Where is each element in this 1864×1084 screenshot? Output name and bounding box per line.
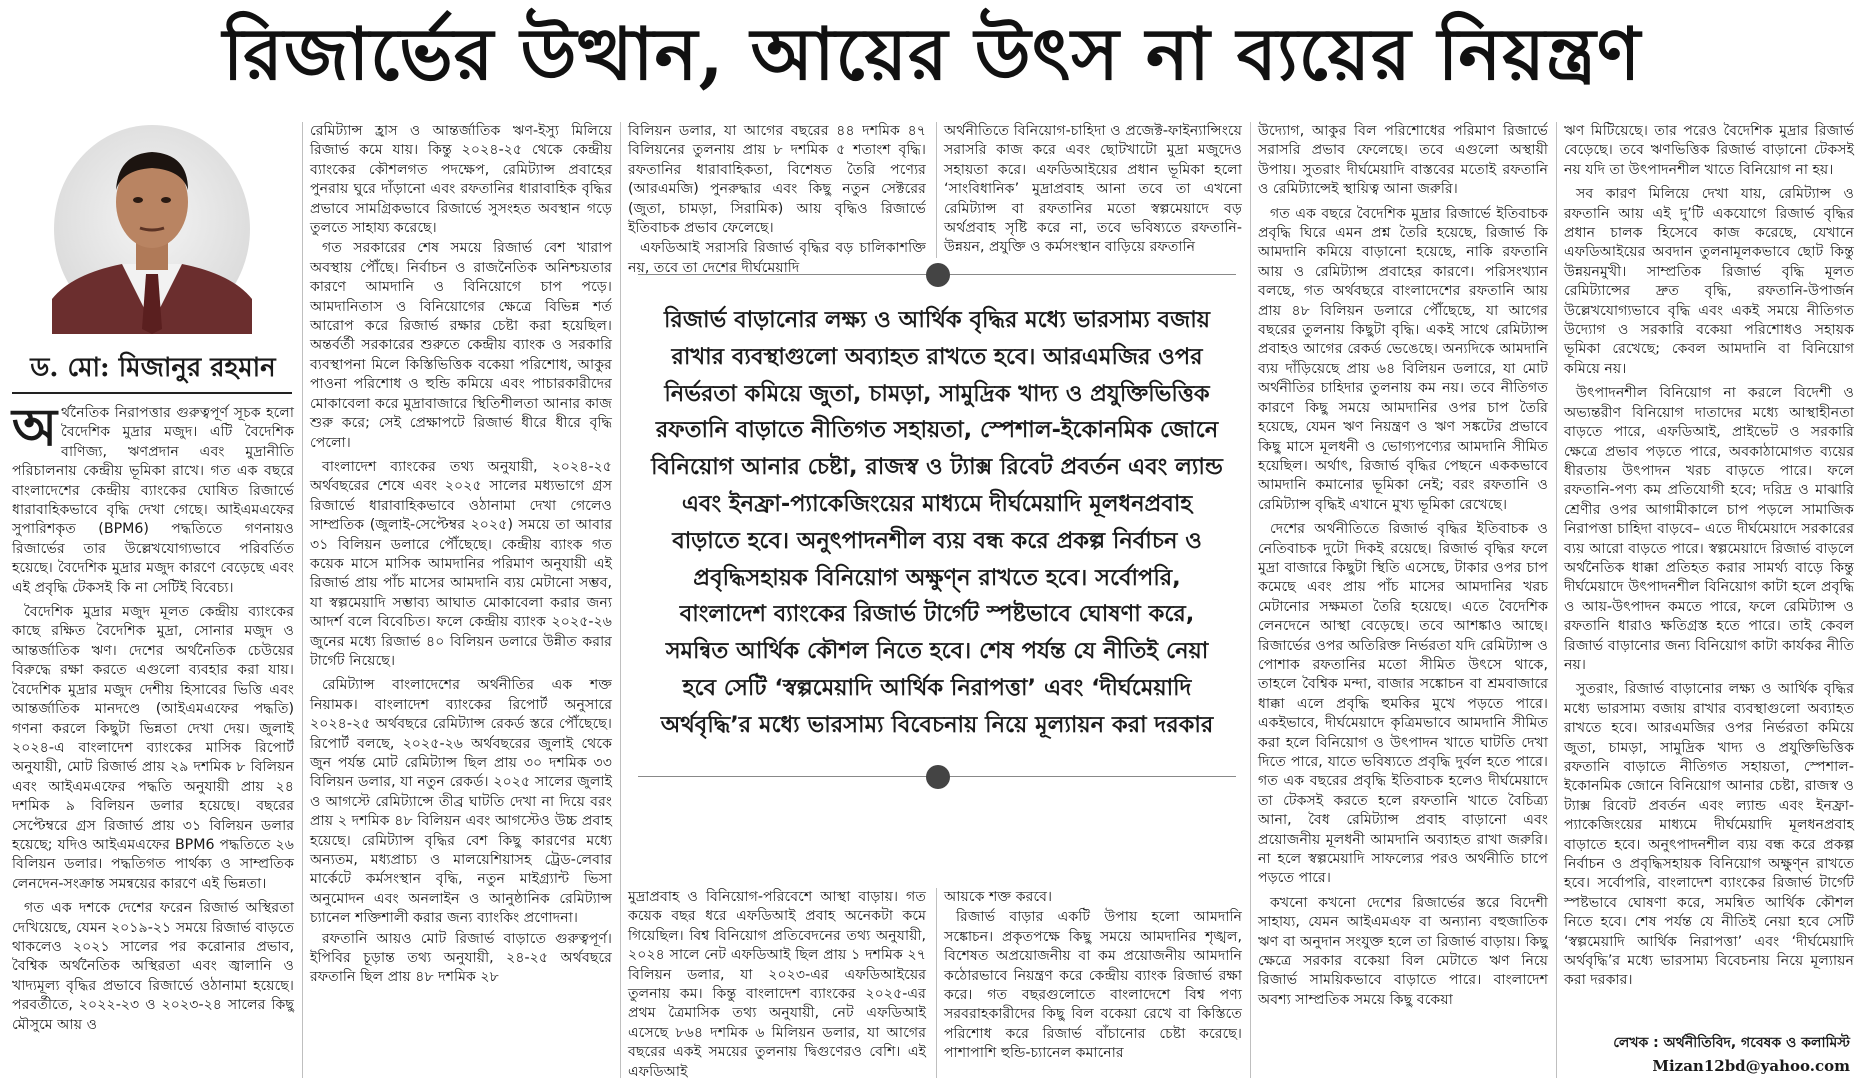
- column-rule: [620, 122, 621, 1078]
- paragraph: গত এক দশকে দেশের ফরেন রিজার্ভ অস্থিরতা দেখিয়েছে, যেমন ২০১৯-২১ সময়ে রিজার্ভ বাড়তে থাকলেও ২০২১ সালের পর করোনার প্রভাব, বৈশ্বিক অর্থনৈতিক অস্থিরতা এবং জ্বালানি ও খাদ্যমূল্য বৃদ্ধির প্রভাবে রিজার্ভে ওঠানামা হয়েছে। পরবর্তীতে, ২০২২-২৩ ও ২০২৩-২৪ সালের কিছু মৌসুমে আয় ও: [12, 900, 294, 1033]
- pull-quote-text: রিজার্ভ বাড়ানোর লক্ষ্য ও আর্থিক বৃদ্ধির মধ্যে ভারসাম্য বজায় রাখার ব্যবস্থাগুলো অব্যাহত রাখতে হবে। আরএমজির ওপর নির্ভরতা কমিয়ে জুতা, চামড়া, সামুদ্রিক খাদ্য ও প্রযুক্তিভিত্তিক রফতানি বাড়াতে নীতিগত সহায়তা, স্পেশাল-ইকোনমিক জোনে বিনিয়োগ আনার চেষ্টা, রাজস্ব ও ট্যাক্স রিবেট প্রবর্তন এবং ল্যান্ড এবং ইনফ্রা-প্যাকেজিংয়ের মাধ্যমে দীর্ঘমেয়াদি মূলধনপ্রবাহ বাড়াতে হবে। অনুৎপাদনশীল ব্যয় বন্ধ করে প্রকল্প নির্বাচন ও প্রবৃদ্ধিসহায়ক বিনিয়োগ অক্ষুণ্ন রাখতে হবে। সর্বোপরি, বাংলাদেশ ব্যাংকের রিজার্ভ টার্গেট স্পষ্টভাবে ঘোষণা করে, সমন্বিত আর্থিক কৌশল নিতে হবে। শেষ পর্যন্ত যে নীতিই নেয়া হবে সেটি ‘স্বল্পমেয়াদি আর্থিক নিরাপত্তা’ এবং ‘দীর্ঘমেয়াদি অর্থবৃদ্ধি’র মধ্যে ভারসাম্য বিবেচনায় নিয়ে মূল্যায়ন করা দরকার: [651, 307, 1223, 738]
- paragraph: গত সরকারের শেষ সময়ে রিজার্ভ বেশ খারাপ অবস্থায় পৌঁছে। নির্বাচন ও রাজনৈতিক অনিশ্চয়তার কারণে আমদানি ও বিনিয়োগে চাপ পড়ে। আমদানিতাস ও বিনিয়োগের ক্ষেত্রে বিভিন্ন শর্ত আরোপ করে রিজার্ভ রক্ষার চেষ্টা করা হয়েছিল। অন্তর্বর্তী সরকারের শুরুতে কেন্দ্রীয় ব্যাংক ও সরকারি ব্যবস্থাপনা মিলে কিস্তিভিত্তিক বকেয়া পরিশোধ, আকুর পাওনা পরিশোধ ও হুন্ডি কমিয়ে এবং পাচারকারীদের মোকাবেলা করে মুদ্রাবাজারে স্থিতিশীলতা আনার কাজ শুরু করে; সেই প্রেক্ষাপটে রিজার্ভ ধীরে ধীরে বৃদ্ধি পেলো।: [310, 240, 612, 451]
- author-email: Mizan12bd@yahoo.com: [1652, 1057, 1850, 1075]
- paragraph: ঋণ মিটিয়েছে। তার পরেও বৈদেশিক মুদ্রার রিজার্ভ বেড়েছে। তবে ঋণভিত্তিক রিজার্ভ বাড়ানো টেকসই নয় যদি তা উৎপাদনশীল খাতে বিনিয়োগ না হয়।: [1564, 123, 1854, 178]
- paragraph: সুতরাং, রিজার্ভ বাড়ানোর লক্ষ্য ও আর্থিক বৃদ্ধির মধ্যে ভারসাম্য বজায় রাখার ব্যবস্থাগুলো অব্যাহত রাখতে হবে। আরএমজির ওপর নির্ভরতা কমিয়ে জুতা, চামড়া, সামুদ্রিক খাদ্য ও প্রযুক্তিভিত্তিক রফতানি বাড়াতে নীতিগত সহায়তা, স্পেশাল-ইকোনমিক জোনে বিনিয়োগ আনার চেষ্টা, রাজস্ব ও ট্যাক্স রিবেট প্রবর্তন এবং ল্যান্ড এবং ইনফ্রা-প্যাকেজিংয়ের মাধ্যমে দীর্ঘমেয়াদি মূলধনপ্রবাহ বাড়াতে হবে। অনুৎপাদনশীল ব্যয় বন্ধ করে প্রকল্প নির্বাচন ও প্রবৃদ্ধিসহায়ক বিনিয়োগ অক্ষুণ্ন রাখতে হবে। সর্বোপরি, বাংলাদেশ ব্যাংকের রিজার্ভ টার্গেট স্পষ্টভাবে ঘোষণা করে, সমন্বিত আর্থিক কৌশল নিতে হবে। শেষ পর্যন্ত যে নীতিই নেয়া হবে সেটি ‘স্বল্পমেয়াদি আর্থিক নিরাপত্তা’ এবং ‘দীর্ঘমেয়াদি অর্থবৃদ্ধি’র মধ্যে ভারসাম্য বিবেচনায় নিয়ে মূল্যায়ন করা দরকার।: [1564, 681, 1854, 989]
- column-1: [12, 397, 294, 1078]
- paragraph: বৈদেশিক মুদ্রার মজুদ মূলত কেন্দ্রীয় ব্যাংকের কাছে রক্ষিত বৈদেশিক মুদ্রা, সোনার মজুদ ও আন্তর্জাতিক ঋণ। দেশের অর্থনৈতিক চেউয়ের বিরুদ্ধে রক্ষা করতে এগুলো ব্যবহার করা যায়। বৈদেশিক মুদ্রার মজুদ দেশীয় হিসাবের ভিত্তি এবং আন্তর্জাতিক মানদণ্ডে (আইএমএফের পদ্ধতি) গণনা করলে কিছুটা ভিন্নতা দেখা দেয়। জুলাই ২০২৪-এ বাংলাদেশ ব্যাংকের মাসিক রিপোর্ট অনুযায়ী, মোট রিজার্ভ প্রায় ২৯ দশমিক ৮ বিলিয়ন এবং আইএমএফের পদ্ধতি অনুযায়ী প্রায় ২৪ দশমিক ৯ বিলিয়ন ডলার হয়েছে। বছরের সেপ্টেম্বরে গ্রস রিজার্ভ প্রায় ৩১ বিলিয়ন ডলার হয়েছে; যদিও আইএমএফের BPM6 পদ্ধতিতে ২৬ বিলিয়ন ডলার। পদ্ধতিগত পার্থক্য ও সাম্প্রতিক লেনদেন-সংক্রান্ত সমন্বয়ের কারণে এই ভিন্নতা।: [12, 604, 294, 892]
- quote-dot-bottom: [926, 765, 950, 789]
- paragraph: বাংলাদেশ ব্যাংকের তথ্য অনুযায়ী, ২০২৪-২৫ অর্থবছরের শেষে এবং ২০২৫ সালের মধ্যভাগে গ্রস রিজার্ভে ধারাবাহিকভাবে ওঠানামা দেখা গেলেও সাম্প্রতিক (জুলাই-সেপ্টেম্বর ২০২৫) সময়ে তা আবার ৩১ বিলিয়ন ডলারে পৌঁছেছে। কেন্দ্রীয় ব্যাংক গত কয়েক মাসে মাসিক আমদানির পরিমাণ অনুযায়ী এই রিজার্ভ প্রায় পাঁচ মাসের আমদানি ব্যয় মেটানো সম্ভব, যা স্বল্পমেয়াদি সম্ভাব্য আঘাত মোকাবেলা করার জন্য আদর্শ বলে বিবেচিত। ফলে কেন্দ্রীয় ব্যাংক ২০২৫-২৬ জুনের মধ্যে রিজার্ভ ৪০ বিলিয়ন ডলারে উন্নীত করার টার্গেট নিয়েছে।: [310, 458, 612, 669]
- author-rule: [12, 392, 292, 394]
- paragraph: উদ্যোগ, আকুর বিল পরিশোধের পরিমাণ রিজার্ভে সরাসরি প্রভাব ফেলেছে। তবে এগুলো অস্থায়ী উপায়। সুতরাং দীর্ঘমেয়াদি বাস্তবের মতোই রফতানি ও রেমিট্যান্সেই স্থায়িত্ব আনা জরুরি।: [1258, 123, 1548, 198]
- paragraph: রফতানি আয়ও মোট রিজার্ভ বাড়াতে গুরুত্বপূর্ণ। ইপিবির চূড়ান্ত তথ্য অনুযায়ী, ২৪-২৫ অর্থবছরে রফতানি ছিল প্রায় ৪৮ দশমিক ২৮: [310, 930, 612, 986]
- author-name: ড. মো: মিজানুর রহমান: [30, 353, 276, 383]
- column-5: [1258, 122, 1548, 1078]
- paragraph: রেমিট্যান্স বাংলাদেশের অর্থনীতির এক শক্ত নিয়ামক। বাংলাদেশ ব্যাংকের রিপোর্ট অনুসারে ২০২৪-২৫ অর্থবছরে রেমিট্যান্স রেকর্ড স্তরে পৌঁছেছে। রিপোর্ট বলছে, ২০২৫-২৬ অর্থবছরের জুলাই থেকে জুন পর্যন্ত মোট রেমিট্যান্স ছিল প্রায় ৩০ দশমিক ৩৩ বিলিয়ন ডলার, যা নতুন রেকর্ড। ২০২৫ সালের জুলাই ও আগস্টে রেমিট্যান্সে তীব্র ঘাটতি দেখা না দিয়ে বরং প্রায় ২ দশমিক ৪৮ বিলিয়ন এবং আগস্টেও উচ্চ প্রবাহ হয়েছে। রেমিট্যান্স বৃদ্ধির বেশ কিছু কারণের মধ্যে অন্যতম, মধ্যপ্রাচ্য ও মালয়েশিয়াসহ ট্রেড-লেবার মার্কেটে কর্মসংস্থান বৃদ্ধি, নতুন মাইগ্র্যান্ট ভিসা অনুমোদন এবং অনলাইন ও আনুষ্ঠানিক রেমিট্যান্স চ্যানেল শক্তিশালী করার জন্য ব্যাংকিং প্রণোদনা।: [310, 677, 612, 927]
- paragraph: কখনো কখনো দেশের রিজার্ভের স্তরে বিদেশী সাহায্য, যেমন আইএমএফ বা অন্যান্য বহুজাতিক ঋণ বা অনুদান সংযুক্ত হলে তা রিজার্ভ বাড়ায়। কিছু ক্ষেত্রে সরকার বকেয়া বিল মেটাতে ঋণ নিয়ে রিজার্ভ সাময়িকভাবে বাড়াতে পারে। বাংলাদেশ অবশ্য সাম্প্রতিক সময়ে কিছু বকেয়া: [1258, 894, 1548, 1008]
- quote-dot-top: [926, 263, 950, 287]
- paragraph: দেশের অর্থনীতিতে রিজার্ভ বৃদ্ধির ইতিবাচক ও নেতিবাচক দুটো দিকই রয়েছে। রিজার্ভ বৃদ্ধির ফলে মুদ্রা বাজারে কিছুটা স্থিতি এসেছে, টাকার ওপর চাপ কমেছে এবং প্রায় পাঁচ মাসের আমদানির খরচ মেটানোর সক্ষমতা তৈরি হয়েছে। এতে বৈদেশিক লেনদেনে আস্থা বেড়েছে। তবে আশঙ্কাও আছে। রিজার্ভের ওপর অতিরিক্ত নির্ভরতা যদি রেমিট্যান্স ও পোশাক রফতানির মতো সীমিত উৎসে থাকে, তাহলে বৈশ্বিক মন্দা, বাজার সঙ্কোচন বা শ্রমবাজারে ধাক্কা এলে প্রবৃদ্ধি হুমকির মুখে পড়তে পারে। একইভাবে, দীর্ঘমেয়াদে কৃত্রিমভাবে আমদানি সীমিত করা হলে বিনিয়োগ ও উৎপাদন খাতে ঘাটতি দেখা দিতে পারে, যাতে ভবিষ্যতে প্রবৃদ্ধি দুর্বল হতে পারে। গত এক বছরের প্রবৃদ্ধি ইতিবাচক হলেও দীর্ঘমেয়াদে তা টেকসই করতে হলে রফতানি খাতে বৈচিত্র্য আনা, বৈধ রেমিট্যান্স প্রবাহ বাড়ানো এবং প্রয়োজনীয় মূলধনী আমদানি অব্যাহত রাখা জরুরি। না হলে স্বল্পমেয়াদি সাফল্যের পরও অর্থনীতি চাপে পড়তে পারে।: [1258, 521, 1548, 887]
- paragraph: রিজার্ভ বাড়ার একটি উপায় হলো আমদানি সঙ্কোচন। প্রকৃতপক্ষে কিছু সময়ে আমদানির শৃঙ্খল, বিশেষত অপ্রয়োজনীয় বা কম প্রয়োজনীয় আমদানি কঠোরভাবে নিয়ন্ত্রণ করে কেন্দ্রীয় ব্যাংক রিজার্ভ রক্ষা করে। গত বছরগুলোতে বাংলাদেশে বিশ্ব পণ্য সরবরাহকারীদের কিছু বিল বকেয়া রেখে বা কিস্তিতে পরিশোধ করে রিজার্ভ বাঁচানোর চেষ্টা করেছে। পাশাপাশি হুন্ডি-চ্যানেল কমানোর: [944, 909, 1242, 1062]
- column-3-bottom: [628, 888, 926, 1078]
- paragraph: বিলিয়ন ডলার, যা আগের বছরের ৪৪ দশমিক ৪৭ বিলিয়নের তুলনায় প্রায় ৮ দশমিক ৫ শতাংশ বৃদ্ধি। রফতানির ধারাবাহিকতা, বিশেষত তৈরি পণ্যের (আরএমজি) পুনরুদ্ধার এবং কিছু নতুন সেক্টরের (জুতা, চামড়া, সিরামিক) আয় বৃদ্ধিও রিজার্ভে ইতিবাচক প্রভাব ফেলেছে।: [628, 123, 926, 237]
- column-rule: [936, 888, 937, 1078]
- column-rule: [1556, 122, 1557, 1078]
- paragraph: গত এক বছরে বৈদেশিক মুদ্রার রিজার্ভে ইতিবাচক প্রবৃদ্ধি ঘিরে এমন প্রশ্ন তৈরি হয়েছে, রিজার্ভ কি আমদানি কমিয়ে বাড়ানো হয়েছে, নাকি রফতানি আয় ও রেমিট্যান্স প্রবাহের কারণে। পরিসংখ্যান বলছে, গত অর্থবছরে বাংলাদেশের রফতানি আয় প্রায় ৪৮ বিলিয়ন ডলারে পৌঁছেছে, যা আগের বছরের তুলনায় কিছুটা বৃদ্ধি। একই সাথে রেমিট্যান্স প্রবাহও আগের রেকর্ড ভেঙেছে। অন্যদিকে আমদানি ব্যয় দাঁড়িয়েছে প্রায় ৬৪ বিলিয়ন ডলারে, যা মোট অর্থনীতির চাহিদার তুলনায় কম নয়। তবে নীতিগত কারণে কিছু সময়ে আমদানির ওপর চাপ তৈরি হয়েছে, যেমন ঋণ নিয়ন্ত্রণ ও ঋণ সঙ্কটের প্রভাবে কিছু মাসে মূলধনী ও ভোগ্যপণ্যের আমদানি সীমিত হয়েছিল। অর্থাৎ, রিজার্ভ বৃদ্ধির পেছনে এককভাবে আমদানি কমানোর ভূমিকা নেই; বরং রফতানি ও রেমিট্যান্স বৃদ্ধিই এখানে মুখ্য ভূমিকা রেখেছে।: [1258, 205, 1548, 513]
- paragraph: আয়কে শক্ত করবে।: [944, 889, 1053, 905]
- column-rule: [936, 122, 937, 258]
- column-2: [310, 122, 612, 1078]
- column-4-bottom: [944, 888, 1242, 1078]
- paragraph: মুদ্রাপ্রবাহ ও বিনিয়োগ-পরিবেশে আস্থা বাড়ায়। গত কয়েক বছর ধরে এফডিআই প্রবাহ অনেকটা কমে গিয়েছিল। বিশ্ব বিনিয়োগ প্রতিবেদনের তথ্য অনুযায়ী, ২০২৪ সালে নেট এফডিআই ছিল প্রায় ১ দশমিক ২৭ বিলিয়ন ডলার, যা ২০২৩-এর এফডিআইয়ের তুলনায় কম। কিন্তু বাংলাদেশ ব্যাংকের ২০২৫-এর প্রথম ত্রৈমাসিক তথ্য অনুযায়ী, নেট এফডিআই এসেছে ৮৬৪ দশমিক ৬ মিলিয়ন ডলার, যা আগের বছরের একই সময়ের তুলনায় দ্বিগুণেরও বেশি। এই এফডিআই: [628, 889, 926, 1080]
- paragraph: সব কারণ মিলিয়ে দেখা যায়, রেমিট্যান্স ও রফতানি আয় এই দু’টি একযোগে রিজার্ভ বৃদ্ধির প্রধান চালক হিসেবে কাজ করেছে, যেখানে এফডিআইয়ের অবদান তুলনামূলকভাবে ছোট কিন্তু উন্নয়নমুখী। সাম্প্রতিক রিজার্ভ বৃদ্ধি মূলত রেমিট্যান্সের দ্রুত বৃদ্ধি, রফতানি-উপার্জন উল্লেখযোগ্যভাবে বৃদ্ধি এবং একই সময়ে নীতিগত উদ্যোগ ও সরকারি বকেয়া পরিশোধও সহায়ক ভূমিকা রেখেছে; কেবল আমদানি বা বিনিয়োগ কমিয়ে নয়।: [1564, 186, 1854, 377]
- paragraph: অর্থনীতিতে বিনিয়োগ-চাহিদা ও প্রজেক্ট-ফাইন্যান্সিংয়ে সরাসরি কাজ করে এবং ছোটখাটো মুদ্রা মজুদেও সহায়তা করে। এফডিআইয়ের প্রধান ভূমিকা হলো ‘সাংবিধানিক’ মুদ্রাপ্রবাহ আনা তবে তা এখনো রেমিট্যান্স বা রফতানির মতো স্বল্পমেয়াদে বড় অর্থপ্রবাহ সৃষ্টি করে না, তবে ভবিষ্যতে রফতানি-উন্নয়ন, প্রযুক্তি ও কর্মসংস্থান বাড়িয়ে রফতানি: [944, 123, 1242, 256]
- paragraph: রেমিট্যান্স হ্রাস ও আন্তর্জাতিক ঋণ-ইস্যু মিলিয়ে রিজার্ভ কমে যায়। কিন্তু ২০২৪-২৫ থেকে কেন্দ্রীয় ব্যাংকের কৌশলগত পদক্ষেপ, রেমিট্যান্স প্রবাহের পুনরায় ঘুরে দাঁড়ানো এবং রফতানির ধারাবাহিক বৃদ্ধির প্রভাবে সামগ্রিকভাবে রিজার্ভে সুসংহত অবস্থান গড়ে তুলতে সাহায্য করেছে।: [310, 123, 612, 237]
- paragraph: উৎপাদনশীল বিনিয়োগ না করলে বিদেশী ও অভ্যন্তরীণ বিনিয়োগ দাতাদের মধ্যে আস্থাহীনতা বাড়তে পারে, এফডিআই, প্রাইভেট ও সরকারি ক্ষেত্রে প্রভাব পড়তে পারে, অবকাঠামোগত ব্যয়ের ধীরতায় উৎপাদন খরচ বাড়তে পারে। ফলে রফতানি-পণ্য কম প্রতিযোগী হবে; দরিদ্র ও মাঝারি শ্রেণীর ওপর আগামীকালে চাপ পড়লে সামাজিক নিরাপত্তা চাহিদা বাড়বে– এতে দীর্ঘমেয়াদে সরকারের ব্যয় আরো বাড়তে পারে। স্বল্পমেয়াদে রিজার্ভ বাড়লে অর্থনৈতিক ধাক্কা প্রতিহত করার সামর্থ্য বাড়ে কিন্তু দীর্ঘমেয়াদে উৎপাদনশীল বিনিয়োগ কাটা হলে প্রবৃদ্ধি ও আয়-উৎপাদন কমতে পারে, ফলে রেমিট্যান্স ও রফতানি ধারাও ক্ষতিগ্রস্ত হতে পারে। তাই কেবল রিজার্ভ বাড়ানোর জন্য বিনিয়োগ কাটা কার্যকর নীতি নয়।: [1564, 385, 1854, 673]
- headline: রিজার্ভের উত্থান, আয়ের উৎস না ব্যয়ের নিয়ন্ত্রণ: [222, 11, 1642, 96]
- column-rule: [302, 122, 303, 1078]
- author-photo: [52, 124, 252, 334]
- column-rule: [1250, 122, 1251, 1078]
- column-6: [1564, 122, 1854, 1030]
- paragraph: র্থনৈতিক নিরাপত্তার গুরুত্বপূর্ণ সূচক হলো বৈদেশিক মুদ্রার মজুদ। এটি বৈদেশিক বাণিজ্য, ঋণপ্রদান এবং মুদ্রানীতি পরিচালনায় কেন্দ্রীয় ভূমিকা রাখে। গত এক বছরে বাংলাদেশের কেন্দ্রীয় ব্যাংকের ঘোষিত রিজার্ভে ধারাবাহিকভাবে বৃদ্ধি দেখা গেছে। আইএমএফের সুপারিশকৃত (BPM6) পদ্ধতিতে গণনায়ও রিজার্ভের তার উল্লেখযোগ্যভাবে পরিবর্তিত হয়েছে। বৈদেশিক মুদ্রার মজুদ কারণে বেড়েছে এবং এই প্রবৃদ্ধি টেকসই কি না সেটিই বিবেচ্য।: [12, 405, 294, 596]
- dropcap: অ: [12, 397, 58, 458]
- pull-quote: [638, 262, 1236, 802]
- column-4-top: [944, 122, 1242, 260]
- author-byline: লেখক : অর্থনীতিবিদ, গবেষক ও কলামিস্ট: [1613, 1035, 1850, 1051]
- column-3-top: [628, 122, 926, 276]
- paragraph: এফডিআই সরাসরি রিজার্ভ বৃদ্ধির বড় চালিকাশক্তি নয়, তবে তা দেশের দীর্ঘমেয়াদি: [628, 240, 926, 276]
